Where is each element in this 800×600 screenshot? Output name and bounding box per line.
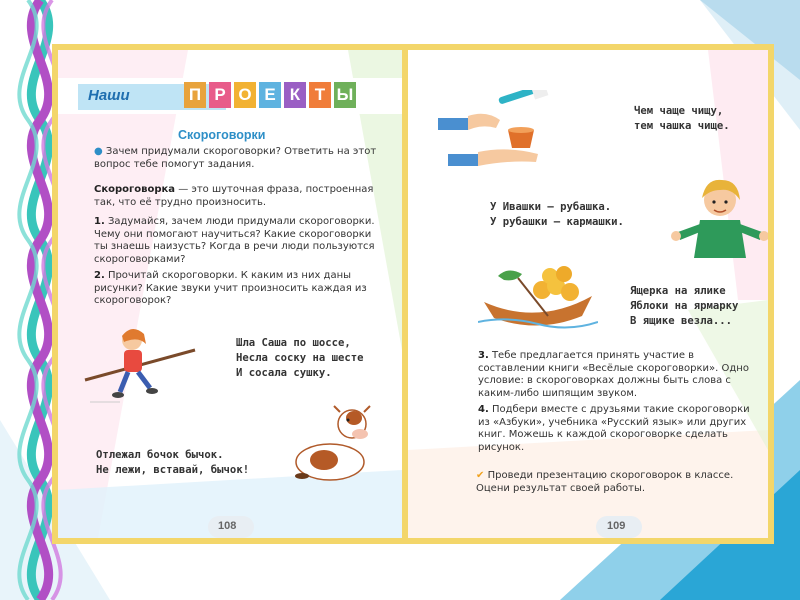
section-title: Скороговорки — [178, 128, 266, 142]
hands-cup-brush-illustration — [438, 90, 568, 180]
header-letter-tile: О — [234, 82, 256, 108]
task-4 — [478, 404, 760, 454]
verse-line: тем чашка чище. — [634, 120, 730, 132]
task-2-text: Прочитай скороговорки. К каким из них даны рисунки? Какие звуки учит произносить каждая из скороговорок? — [94, 270, 367, 306]
intro-text — [94, 146, 386, 171]
task-3-text: Тебе предлагается принять участие в составлении книги «Весёлые скороговорки». Одно условие: в скороговорках должны быть слова с каким-либо шипящим звуком. — [478, 350, 749, 399]
verse-line: В ящике везла... — [630, 315, 733, 327]
verse-bull — [96, 448, 249, 478]
definition-text — [94, 184, 386, 209]
task-4-number: 4. — [478, 404, 489, 415]
task-1 — [94, 216, 386, 266]
left-page — [58, 50, 402, 538]
final-task — [476, 470, 760, 495]
verse-sasha — [236, 336, 364, 381]
definition-term: Скороговорка — [94, 184, 176, 195]
verse-line: У Ивашки — рубашка. — [490, 201, 612, 213]
task-3 — [478, 350, 760, 400]
bullet-icon: ● — [94, 146, 103, 157]
girl-with-pole-illustration — [80, 318, 200, 408]
verse-line: И сосала сушку. — [236, 367, 332, 379]
page-number-right: 109 — [607, 520, 626, 532]
verse-line: Чем чаще чищу, — [634, 105, 724, 117]
verse-line: Несла соску на шесте — [236, 352, 364, 364]
task-2-number: 2. — [94, 270, 105, 281]
task-3-number: 3. — [478, 350, 489, 361]
boy-shirt-illustration — [670, 170, 768, 260]
header-letter-tile: П — [184, 82, 206, 108]
header-nashi-label: Наши — [88, 87, 130, 104]
verse-line: Ящерка на ялике — [630, 285, 726, 297]
verse-lizard — [630, 284, 738, 329]
verse-line: Не лежи, вставай, бычок! — [96, 464, 250, 476]
lizard-boat-apples-illustration — [478, 256, 598, 336]
verse-line: Шла Саша по шоссе, — [236, 337, 351, 349]
final-task-text: Проведи презентацию скороговорок в классе. Оцени результат своей работы. — [476, 470, 734, 494]
header-letter-tile: Р — [209, 82, 231, 108]
bull-calf-illustration — [280, 400, 380, 490]
verse-cup — [634, 104, 730, 134]
right-page — [408, 50, 768, 538]
page-number-left: 108 — [218, 520, 237, 532]
intro-text-content: Зачем придумали скороговорки? Ответить на этот вопрос тебе помогут задания. — [94, 146, 377, 170]
task-1-text: Задумайся, зачем люди придумали скороговорки. Чему они помогают научиться? Какие скороговорки ты знаешь наизусть? Когда в речи люди пользуются скороговорками? — [94, 216, 375, 265]
header-letter-tile: Ы — [334, 82, 356, 108]
header-letter-tile: Т — [309, 82, 331, 108]
textbook-spread — [52, 44, 774, 544]
verse-line: Отлежал бочок бычок. — [96, 449, 224, 461]
task-4-text: Подбери вместе с друзьями такие скороговорки из «Азбуки», учебника «Русский язык» или других книг. Можешь к каждой скороговорке сделать рисунок. — [478, 404, 750, 453]
definition-rest: — это шуточная фраза, построенная так, что её трудно произносить. — [94, 184, 374, 208]
task-1-number: 1. — [94, 216, 105, 227]
verse-line: Яблоки на ярмарку — [630, 300, 739, 312]
checkmark-icon: ✔ — [476, 470, 485, 481]
header-letter-tile: Е — [259, 82, 281, 108]
verse-line: У рубашки — кармашки. — [490, 216, 624, 228]
task-2 — [94, 270, 386, 308]
verse-shirt — [490, 200, 624, 230]
header-letter-tile: К — [284, 82, 306, 108]
